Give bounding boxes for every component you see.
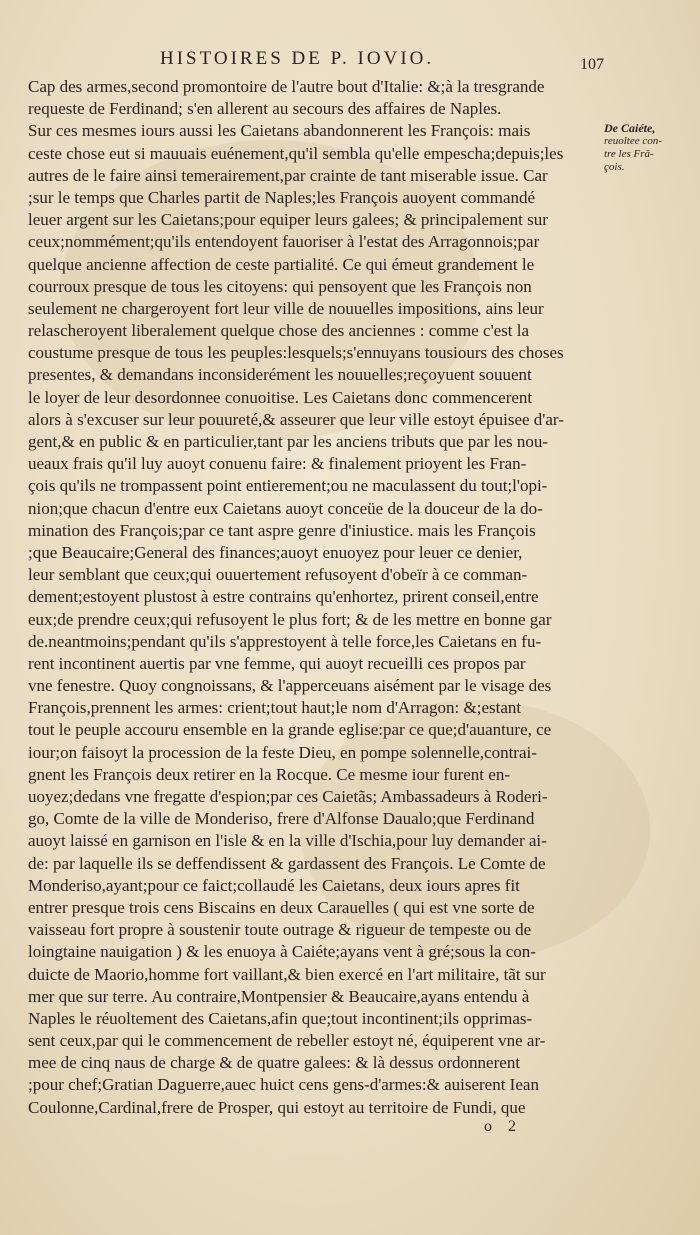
text-line: ueaux frais qu'il luy auoyt conuenu faire: & finalement prioyent les Fran- — [28, 454, 527, 474]
marginal-note-line: tre les Fră- — [604, 148, 654, 160]
text-line: auoyt laissé en garnison en l'isle & en la ville d'Ischia,pour luy demander ai- — [28, 831, 547, 851]
text-line: iour;on faisoyt la procession de la feste Dieu, en pompe solennelle,contrai- — [28, 742, 537, 762]
text-line: de: par laquelle ils se deffendissent & gardassent des François. Le Comte de — [28, 853, 546, 873]
marginal-note-line: reuoltee con- — [604, 135, 662, 147]
text-line: Sur ces mesmes iours aussi les Caietans abandonnerent les François: mais — [28, 121, 531, 141]
text-line: Cap des armes,second promontoire de l'autre bout d'Italie: &;à la tresgrande — [28, 77, 545, 96]
text-line: gent,& en public & en particulier,tant par les anciens tributs que par les nou- — [28, 432, 549, 451]
text-line: courroux presque de tous les citoyens: qui pensoyent que les François non — [28, 276, 532, 296]
marginal-note-line: De Caiéte, — [604, 121, 656, 135]
text-line: ceste chose eut si mauuais euénement,qu'il sembla qu'elle empescha;depuis;les — [28, 143, 564, 163]
text-line: ;que Beaucaire;General des finances;auoyt enuoyez pour leuer ce denier, — [28, 542, 523, 562]
text-line: mer que sur terre. Au contraire,Montpensier & Beaucaire,ayans entendu à — [28, 986, 530, 1006]
text-line: Monderiso,ayant;pour ce faict;collaudé les Caietans, deux iours apres fit — [28, 875, 520, 895]
text-line: autres de le faire ainsi temerairement,par crainte de tant miserable issue. Car — [28, 165, 548, 185]
text-line: coustume presque de tous les peuples:lesquels;s'ennuyans tousiours des choses — [28, 343, 564, 363]
text-line: tout le peuple accouru ensemble en la grande eglise:par ce que;d'auanture, ce — [28, 720, 552, 740]
text-line: entrer presque trois cens Biscains en deux Carauelles ( qui est vne sorte de — [28, 897, 535, 917]
text-line: presentes, & demandans inconsiderément les nouuelles;reçoyuent souuent — [28, 365, 532, 385]
text-line: Coulonne,Cardinal,frere de Prosper, qui estoyt au territoire de Fundi, que — [28, 1097, 526, 1117]
signature-mark: o 2 — [484, 1118, 522, 1135]
text-line: de.neantmoins;pendant qu'ils s'apprestoyent à telle force,les Caietans en fu- — [28, 631, 542, 651]
text-line: go, Comte de la ville de Monderiso, frere d'Alfonse Daualo;que Ferdinand — [28, 809, 535, 829]
text-line: uoyez;dedans vne fregatte d'espion;par ces Caietãs; Ambassadeurs à Roderi- — [28, 787, 548, 806]
text-line: François,prennent les armes: crient;tout haut;le nom d'Arragon: &;estant — [28, 698, 522, 718]
text-line: gnent les François deux retirer en la Rocque. Ce mesme iour furent en- — [28, 764, 510, 784]
text-line: mee de cinq naus de charge & de quatre galees: & là dessus ordonnerent — [28, 1053, 521, 1073]
text-line: rent incontinent auertis par vne femme, qui auoyt recueilli ces propos par — [28, 653, 526, 673]
text-line: quelque ancienne affection de ceste partialité. Ce qui émeut grandement le — [28, 254, 535, 274]
text-line: le loyer de leur desordonnee conuoitise. Les Caietans donc commencerent — [28, 387, 533, 407]
body-text — [28, 76, 598, 1119]
text-line: vaisseau fort propre à soustenir toute outrage & rigueur de tempeste ou de — [28, 920, 532, 940]
text-line: alors à s'excuser sur leur pouureté,& asseurer que leur ville estoyt épuisee d'ar- — [28, 409, 564, 429]
text-line: leuer argent sur les Caietans;pour equiper leurs galees; & principalement sur — [28, 210, 548, 230]
text-line: duicte de Maorio,homme fort vaillant,& bien exercé en l'art militaire, tãt sur — [28, 964, 546, 984]
text-line: sent ceux,par qui le commencement de rebeller estoyt né, équiperent vne ar- — [28, 1031, 546, 1051]
text-line: leur semblant que ceux;qui ouuertement refusoyent d'obeïr à ce comman- — [28, 565, 528, 585]
text-line: mination des François;par ce tant aspre genre d'iniustice. mais les François — [28, 520, 536, 540]
marginal-note — [604, 122, 694, 174]
page-number: 107 — [580, 56, 604, 73]
text-line: eux;de prendre ceux;qui refusoyent le plus fort; & de les mettre en bonne gar — [28, 609, 552, 629]
text-line: nion;que chacun d'entre eux Caietans auoyt conceüe de la douceur de la do- — [28, 498, 543, 518]
text-line: requeste de Ferdinand; s'en allerent au secours des affaires de Naples. — [28, 99, 502, 119]
text-line: ;pour chef;Gratian Daguerre,auec huict cens gens-d'armes:& auiserent Iean — [28, 1075, 539, 1095]
text-line: ceux;nommément;qu'ils entendoyent fauoriser à l'estat des Arragonnois;par — [28, 232, 540, 252]
text-line: loingtaine nauigation ) & les enuoya à Caiéte;ayans vent à gré;sous la con- — [28, 942, 536, 962]
running-head: HISTOIRES DE P. IOVIO. — [160, 48, 435, 69]
text-line: Naples le réuoltement des Caietans,afin que;tout incontinent;ils opprimas- — [28, 1008, 533, 1028]
marginal-note-line: çois. — [604, 161, 625, 173]
text-line: çois qu'ils ne trompassent point entierement;ou ne maculassent du tout;l'opi- — [28, 476, 548, 496]
text-line: seulement ne chargeroyent fort leur ville de nouuelles impositions, ains leur — [28, 298, 544, 318]
text-line: dement;estoyent plustost à estre contrains qu'enhortez, prirent conseil,entre — [28, 587, 539, 607]
text-line: vne fenestre. Quoy congnoissans, & l'apperceuans aisément par le visage des — [28, 676, 552, 696]
text-line: relascheroyent liberalement quelque chose des anciennes : comme c'est la — [28, 321, 530, 341]
text-line: ;sur le temps que Charles partit de Naples;les François auoyent commandé — [28, 187, 536, 207]
